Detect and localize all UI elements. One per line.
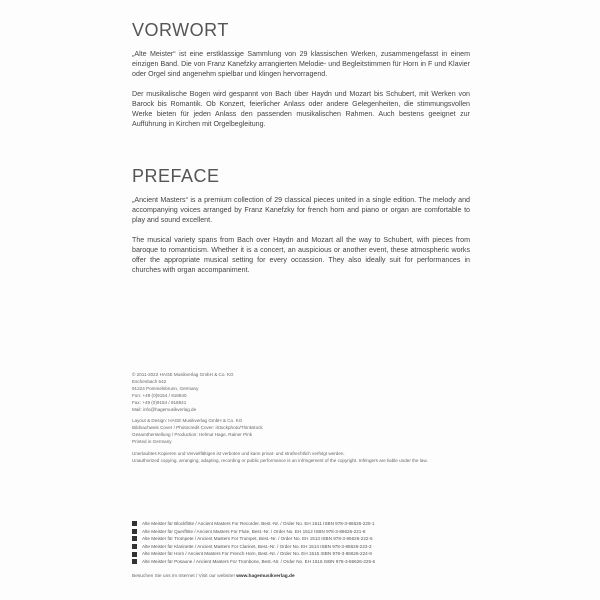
preface-paragraph: The musical variety spans from Bach over Haydn and Mozart all the way to Schubert, with pieces from baroque to romanticism. Whether it is a concert, an auspicious or another event, these atmospheric works offer the appropriate musical setting for every occassion. They also ideally suit for performances in churches with organ accompaniment. [132, 235, 470, 275]
product-list [132, 520, 482, 566]
list-item: Alte Meister für Blockflöte / Ancient Masters For Recorder, Best.-Nr. / Order No. EH 1511 ISBN 978-3-86626-220-1 [132, 520, 482, 528]
preface-section [132, 166, 470, 284]
square-bullet-icon [132, 552, 137, 557]
credit-line: Layout & Design: HAGE Musikverlag GmbH & Co. KG [132, 418, 243, 424]
address-line: 91224 Pommelsbrunn, Germany [132, 385, 199, 391]
list-item: Alte Meister für Querflöte / Ancient Masters For Flute, Best.-Nr. / Order No. EH 1512 ISBN 978-3-86626-221-8 [132, 528, 482, 536]
website-link[interactable]: www.hagemusikverlag.de [236, 574, 295, 579]
list-item: Alte Meister für Posaune / Ancient Masters For Trombone, Best.-Nr. / Order No. EH 1516 ISBN 978-3-86626-225-6 [132, 558, 482, 566]
address-line: Eschenbach 542 [132, 378, 167, 384]
preface-paragraph: „Ancient Masters“ is a premium collection of 29 classical pieces united in a single edition. The melody and accompanying voices arranged by Franz Kanefzky for french horn and piano or organ are comfortable to play and sound excellent. [132, 196, 470, 225]
square-bullet-icon [132, 529, 137, 534]
imprint [132, 372, 482, 470]
list-item: Alte Meister für Trompete / Ancient Masters For Trumpet, Best.-Nr. / Order No. EH 1513 ISBN 978-3-86626-222-5 [132, 535, 482, 543]
credits [132, 418, 482, 446]
vorwort-paragraph: „Alte Meister“ ist eine erstklassige Sammlung von 29 klassischen Werken, zusammengefasst in einem einzigen Band. Die von Franz Kanefzky arrangierten Melodie- und Begleitstimmen für Horn in F und Klavier oder Orgel sind angenehm spielbar und klingen hervorragend. [132, 50, 470, 79]
vorwort-paragraph: Der musikalische Bogen wird gespannt von Bach über Haydn und Mozart bis Schubert, mit Werken von Barock bis Romantik. Ob Konzert, feierlicher Anlass oder andere Gelegenheiten, die stimmungsvollen Werke bieten für jeden Anlass den passenden musikalischen Rahmen. Auch bestens geeignet zur Aufführung in Kirchen mit Orgelbegleitung. [132, 89, 470, 129]
list-item: Alte Meister für Klarinette / Ancient Masters For Clarinet, Best.-Nr. / Order No. EH 1514 ISBN 978-3-86626-223-2 [132, 543, 482, 551]
credit-line: Gesamtherstellung / Production: Helmut Hage, Rainer Pink [132, 432, 253, 438]
address-line: Fon: +49 (0)9154 / 918840 [132, 392, 187, 398]
square-bullet-icon [132, 544, 137, 549]
preface-heading: PREFACE [132, 166, 220, 186]
address-line: Fax: +49 (0)9154 / 918841 [132, 399, 187, 405]
website-line [132, 574, 295, 579]
square-bullet-icon [132, 559, 137, 564]
vorwort-heading: VORWORT [132, 20, 229, 40]
legal-line: Unauthorized copying, arranging, adapting, recording or public performance is an infringement of the copyright. Infringers are liable under the law. [132, 457, 428, 463]
email-link[interactable]: Mail: info@hagemusikverlag.de [132, 406, 197, 412]
vorwort-section [132, 20, 470, 138]
square-bullet-icon [132, 536, 137, 541]
square-bullet-icon [132, 521, 137, 526]
list-item: Alte Meister für Horn / Ancient Masters For French Horn, Best.-Nr. / Order No. EH 1515 ISBN 978-3-86626-224-9 [132, 550, 482, 558]
legal-notice [132, 451, 482, 465]
legal-line: Unerlaubtes Kopieren und Vervielfältigen ist verboten und kann privat- und strafrechtlich verfolgt werden. [132, 451, 345, 457]
credit-line: Printed in Germany [132, 439, 172, 445]
credit-line: Bildnachweis Cover / Photocredit Cover: iStockphoto/Thinkstock [132, 425, 263, 431]
publisher-address [132, 372, 482, 413]
address-line: © 2011-2022 HAGE Musikverlag GmbH & Co. KG [132, 372, 234, 377]
website-prefix: Besuchen Sie uns im Internet / Visit our website! [132, 574, 235, 579]
